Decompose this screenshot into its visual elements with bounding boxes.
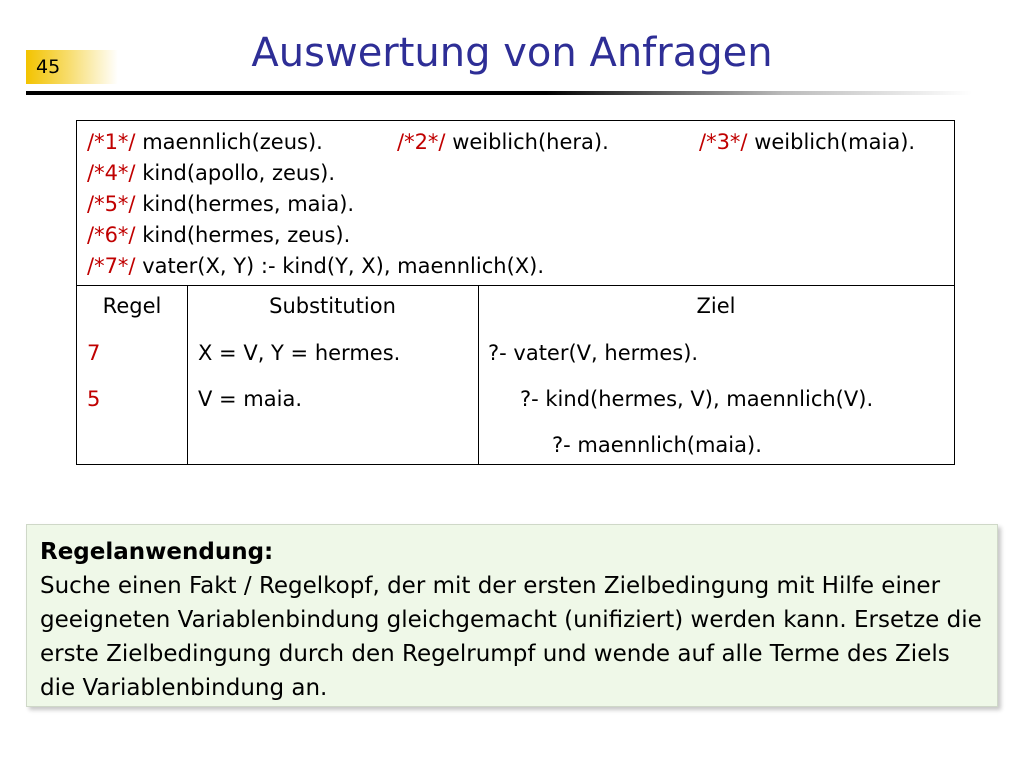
- resolution-table: [77, 285, 954, 465]
- rule-text: maennlich(zeus).: [142, 130, 323, 154]
- rule-text: kind(hermes, zeus).: [142, 223, 351, 247]
- title-underline: [26, 91, 972, 95]
- prolog-program-box: [76, 120, 955, 465]
- rule-text: vater(X, Y) :- kind(Y, X), maennlich(X).: [142, 254, 545, 278]
- rule-text: weiblich(maia).: [754, 130, 916, 154]
- rule-comment: /*6*/: [87, 223, 136, 247]
- slide-title: Auswertung von Anfragen: [251, 30, 773, 76]
- rule-text: kind(apollo, zeus).: [142, 161, 336, 185]
- program-line: [87, 158, 544, 189]
- header-rule: Regel: [102, 294, 162, 318]
- header-goal: Ziel: [696, 294, 736, 318]
- rule-comment: /*4*/: [87, 161, 136, 185]
- row-rule: 7: [87, 341, 101, 365]
- rule-comment: /*3*/: [699, 130, 748, 154]
- program-line: [87, 251, 544, 282]
- rule-comment: /*1*/: [87, 130, 136, 154]
- row-goal: ?- maennlich(maia).: [552, 433, 762, 457]
- program-code: [87, 127, 916, 282]
- rule-text: kind(hermes, maia).: [142, 192, 355, 216]
- program-line: [87, 220, 544, 251]
- note-text: Suche einen Fakt / Regelkopf, der mit der ersten Zielbedingung mit Hilfe einer geeigneten Variablenbindung gleichgemacht (unifiziert) werden kann. Ersetze die erste Zielbedingung durch den Regelrumpf und wende auf alle Terme des Ziels die Variablenbindung an.: [40, 573, 982, 701]
- header-substitution: Substitution: [269, 294, 396, 318]
- rule-application-note: [26, 524, 998, 707]
- note-heading: Regelanwendung:: [40, 539, 274, 565]
- program-line: [87, 189, 544, 220]
- row-goal: ?- kind(hermes, V), maennlich(V).: [520, 387, 874, 411]
- row-rule: 5: [87, 387, 101, 411]
- rule-comment: /*7*/: [87, 254, 136, 278]
- rule-comment: /*2*/: [397, 130, 446, 154]
- row-goal: ?- vater(V, hermes).: [488, 341, 699, 365]
- slide-number: 45: [36, 56, 61, 78]
- row-substitution: X = V, Y = hermes.: [198, 341, 401, 365]
- program-line-1: [87, 127, 916, 158]
- row-substitution: V = maia.: [198, 387, 303, 411]
- rule-text: weiblich(hera).: [452, 130, 609, 154]
- rule-comment: /*5*/: [87, 192, 136, 216]
